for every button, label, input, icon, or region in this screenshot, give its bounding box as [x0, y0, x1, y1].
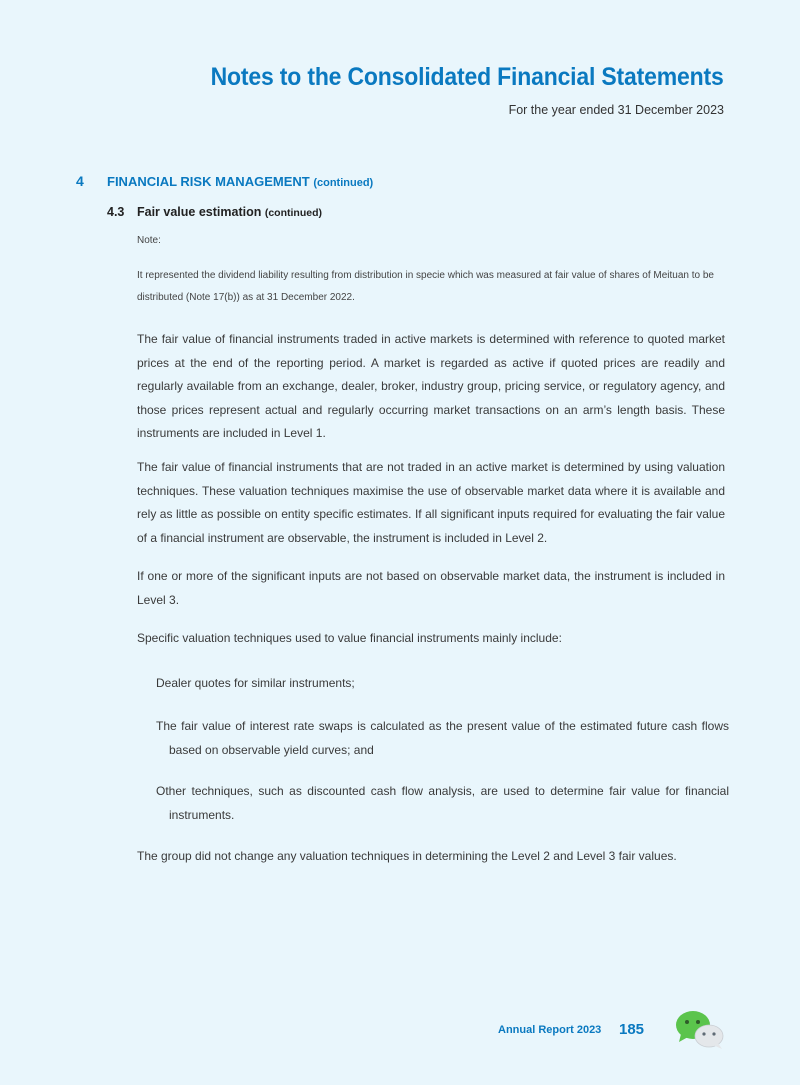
- closing-paragraph: The group did not change any valuation techniques in determining the Level 2 and Level 3 fair values.: [137, 849, 677, 863]
- page-number: 185: [619, 1021, 645, 1038]
- list-item-other-techniques: Other techniques, such as discounted cash flow analysis, are used to determine fair value for financial instruments.: [156, 784, 729, 822]
- wechat-icon: [675, 1009, 725, 1051]
- list-item-dealer-quotes: Dealer quotes for similar instruments;: [156, 676, 355, 690]
- subsection-continued: (continued): [264, 207, 322, 219]
- paragraph-techniques-intro: Specific valuation techniques used to value financial instruments mainly include:: [137, 631, 562, 645]
- paragraph-level-2: The fair value of financial instruments that are not traded in an active market is determined by using valuation techniques. These valuation techniques maximise the use of observable market data where it is available and rely as little as possible on entity specific estimates. If all significant inputs required for evaluating the fair value of a financial instrument are observable, the instrument is included in Level 2.: [137, 460, 725, 545]
- note-text: It represented the dividend liability resulting from distribution in specie which was measured at fair value of shares of Meituan to be distributed (Note 17(b)) as at 31 December 2022.: [137, 270, 714, 303]
- list-item-interest-rate-swaps: The fair value of interest rate swaps is calculated as the present value of the estimated future cash flows based on observable yield curves; and: [156, 719, 729, 757]
- paragraph-level-3: If one or more of the significant inputs are not based on observable market data, the instrument is included in Level 3.: [137, 569, 725, 607]
- subsection-title: Fair value estimation: [137, 205, 262, 219]
- section-continued: (continued): [313, 177, 374, 189]
- page-subtitle: For the year ended 31 December 2023: [508, 103, 724, 117]
- section-title: FINANCIAL RISK MANAGEMENT: [107, 174, 310, 189]
- subsection-heading: [107, 205, 322, 219]
- page-title: Notes to the Consolidated Financial Statements: [211, 63, 724, 91]
- section-heading: [76, 173, 373, 189]
- subsection-number: 4.3: [107, 205, 125, 219]
- section-number: 4: [76, 173, 84, 189]
- note-label: Note:: [137, 235, 161, 246]
- paragraph-level-1: The fair value of financial instruments traded in active markets is determined with reference to quoted market prices at the end of the reporting period. A market is regarded as active if quoted prices are readily and regularly available from an exchange, dealer, broker, industry group, pricing service, or regulatory agency, and those prices represent actual and regularly occurring market transactions on an arm’s length basis. These instruments are included in Level 1.: [137, 332, 725, 440]
- footer-report-label: Annual Report 2023: [498, 1024, 602, 1036]
